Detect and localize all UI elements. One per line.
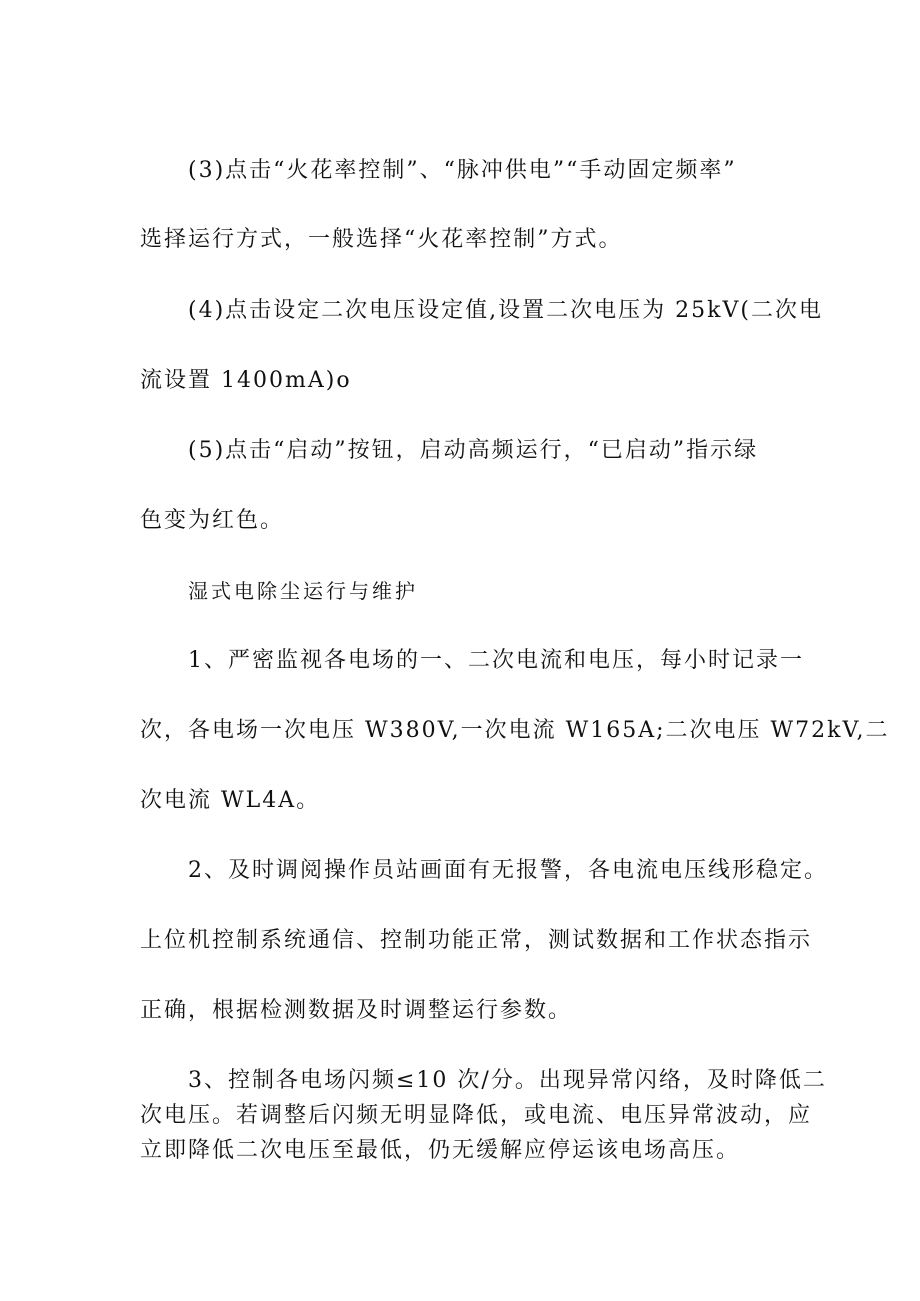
section-heading: 湿式电除尘运行与维护 [188, 579, 418, 603]
item-1-line-1: 1、严密监视各电场的一、二次电流和电压，每小时记录一 [188, 648, 804, 673]
step-5-line-1: (5)点击“启动”按钮，启动高频运行，“已启动”指示绿 [188, 438, 759, 463]
step-5-line-2: 色变为红色。 [140, 508, 285, 533]
item-1-line-2: 次，各电场一次电压 W380V,一次电流 W165A;二次电压 W72kV,二 [140, 718, 890, 743]
step-4-line-1: (4)点击设定二次电压设定值,设置二次电压为 25kV(二次电 [188, 298, 823, 323]
step-3-line-2: 选择运行方式，一般选择“火花率控制”方式。 [140, 227, 623, 252]
item-3-line-3: 立即降低二次电压至最低，仍无缓解应停运该电场高压。 [140, 1138, 741, 1163]
item-2-line-3: 正确，根据检测数据及时调整运行参数。 [140, 998, 573, 1023]
item-1-line-3: 次电流 WL4A。 [140, 788, 321, 813]
step-4-line-2: 流设置 1400mA)o [140, 368, 352, 393]
item-2-line-2: 上位机控制系统通信、控制功能正常，测试数据和工作状态指示 [140, 928, 813, 953]
item-3-line-2: 次电压。若调整后闪频无明显降低，或电流、电压异常波动，应 [140, 1103, 813, 1128]
item-3-line-1: 3、控制各电场闪频≤10 次/分。出现异常闪络，及时降低二 [188, 1068, 827, 1093]
step-3-line-1: (3)点击“火花率控制”、“脉冲供电”“手动固定频率” [188, 158, 737, 183]
item-2-line-1: 2、及时调阅操作员站画面有无报警，各电流电压线形稳定。 [188, 858, 828, 883]
